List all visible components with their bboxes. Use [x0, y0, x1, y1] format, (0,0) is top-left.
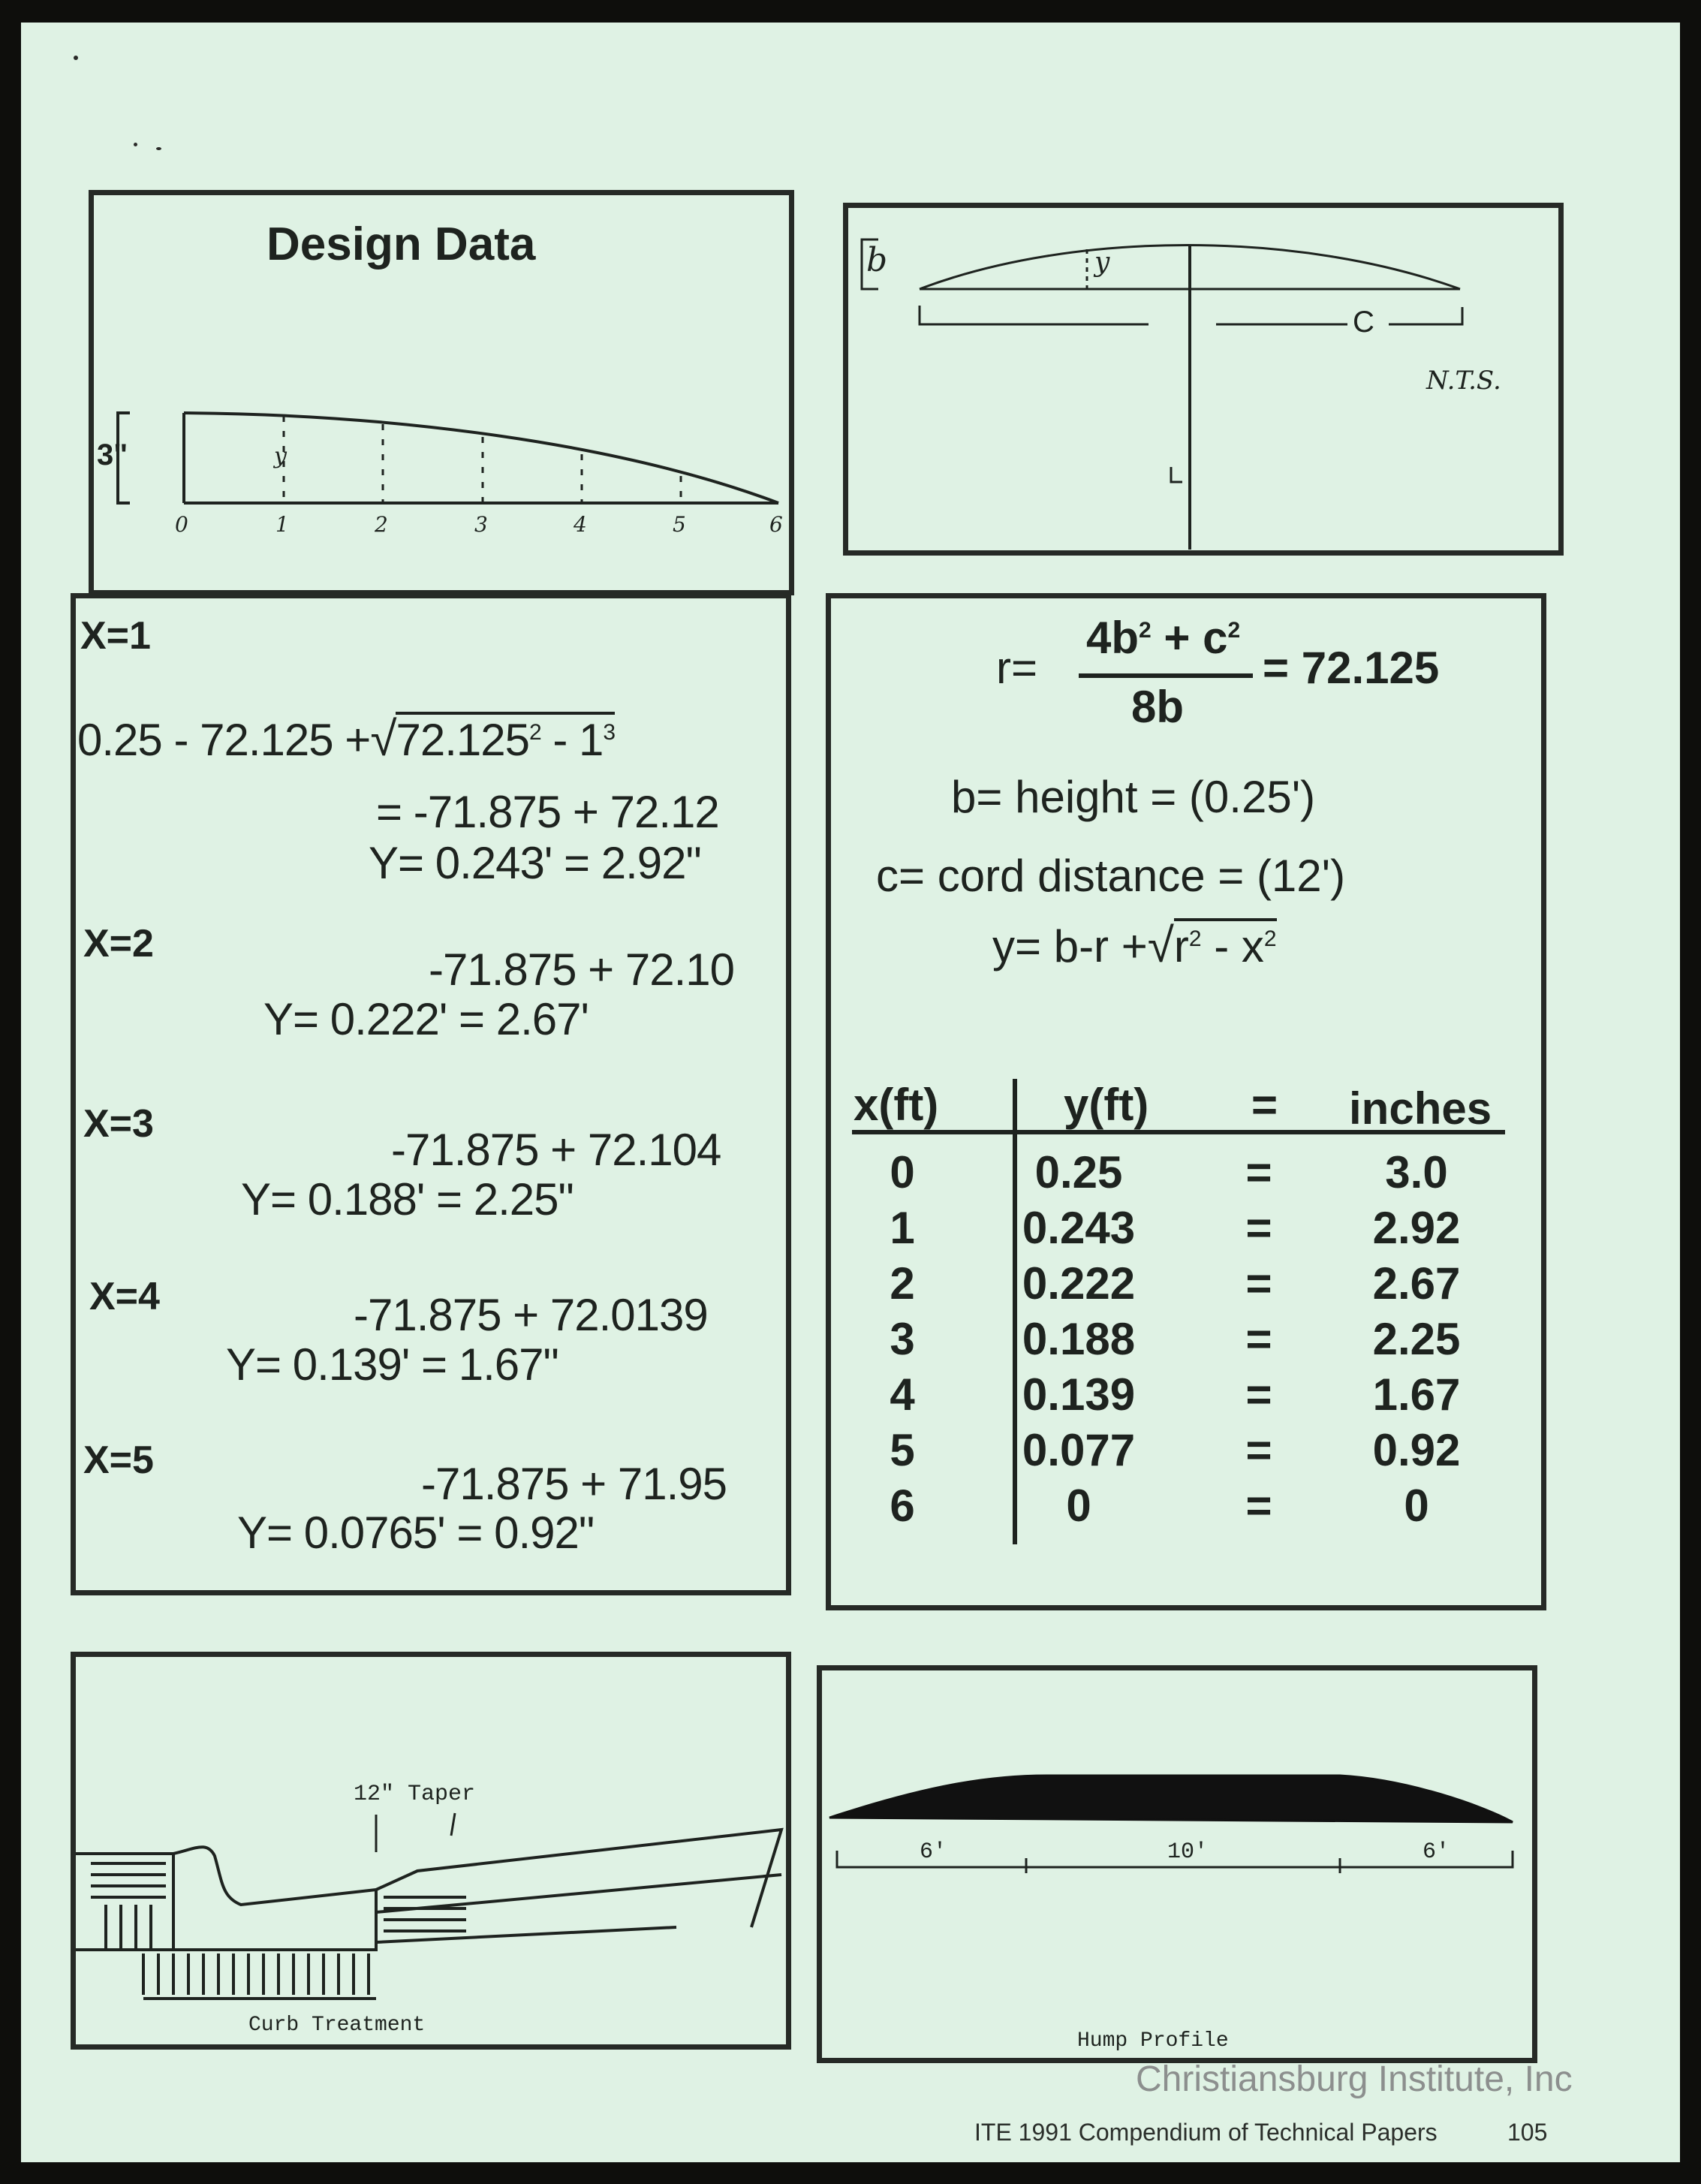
- tick-2: 2: [375, 512, 388, 537]
- curb-treatment-panel: [71, 1652, 791, 2050]
- calc-x1-line2: = -71.875 + 72.12: [376, 787, 719, 837]
- table-cell: 3.0: [1385, 1147, 1448, 1197]
- table-cell: 4: [890, 1369, 915, 1420]
- calc-x4-label: X=4: [89, 1275, 160, 1318]
- calc-x1-minus: - 1: [552, 715, 604, 765]
- table-header-x: x(ft): [854, 1080, 939, 1130]
- hump-profile-panel: [817, 1665, 1537, 2063]
- table-cell: 0.188: [1022, 1314, 1136, 1364]
- y-radicand-x-exp: 2: [1263, 926, 1277, 951]
- table-cell: 0.92: [1372, 1425, 1461, 1475]
- y-radicand-minus: - x: [1214, 921, 1264, 972]
- tick-6: 6: [769, 512, 783, 537]
- table-cell: 1: [890, 1203, 915, 1253]
- hump-dim-center: 10': [1167, 1839, 1209, 1865]
- r-num-b-exp: 2: [1227, 618, 1241, 643]
- calc-x2-line1: -71.875 + 72.10: [429, 944, 735, 995]
- r-num-a-exp: 2: [1139, 618, 1152, 643]
- speck: [156, 147, 161, 150]
- table-cell: =: [1245, 1369, 1272, 1420]
- table-cell: 1.67: [1372, 1369, 1461, 1420]
- table-cell: =: [1245, 1314, 1272, 1364]
- r-num-a: 4b: [1086, 613, 1140, 663]
- design-data-dim-label: 3": [97, 438, 128, 471]
- table-cell: =: [1245, 1147, 1272, 1197]
- calc-x5-label: X=5: [83, 1438, 154, 1482]
- calc-x1-expression: $0.25 - 72.125 +√72.125^2 - 1^3$: [77, 712, 616, 766]
- arc-b-label: b: [866, 241, 888, 279]
- formulas-table-panel: [826, 593, 1546, 1610]
- c-definition: c= cord distance = (12'): [876, 851, 1346, 901]
- footer-source: ITE 1991 Compendium of Technical Papers: [974, 2119, 1438, 2146]
- r-formula-result: = 72.125: [1263, 643, 1440, 693]
- footer-page-number: 105: [1507, 2119, 1548, 2146]
- tick-0: 0: [175, 512, 188, 537]
- table-cell: =: [1245, 1258, 1272, 1309]
- nts-label: N.T.S.: [1426, 366, 1501, 396]
- table-header-y: y(ft): [1064, 1080, 1149, 1130]
- r-num-plus: + c: [1164, 613, 1228, 663]
- table-header-inches: inches: [1349, 1083, 1492, 1134]
- calc-x3-label: X=3: [83, 1102, 154, 1146]
- hump-profile-drawing: [822, 1670, 1543, 2068]
- design-data-curve-diagram: [94, 195, 799, 601]
- table-cell: 0.222: [1022, 1258, 1136, 1309]
- y-formula-prefix: y= b-r +: [992, 921, 1148, 972]
- table-cell: 6: [890, 1481, 915, 1531]
- table-cell: 0.077: [1022, 1425, 1136, 1475]
- r-formula-prefix: r=: [996, 643, 1038, 693]
- speck: [134, 143, 137, 146]
- calc-x5-line2: Y= 0.0765' = 0.92": [237, 1508, 595, 1558]
- hump-dim-left: 6': [920, 1839, 947, 1865]
- y-radicand-r: r: [1173, 921, 1189, 972]
- calc-x4-line1: -71.875 + 72.0139: [354, 1290, 708, 1340]
- calc-x1-radicand-exp: 2: [528, 720, 541, 745]
- y-radicand-r-exp: 2: [1188, 926, 1202, 951]
- tick-3: 3: [474, 512, 488, 537]
- tick-1: 1: [275, 512, 289, 537]
- table-cell: 2.25: [1372, 1314, 1461, 1364]
- curb-treatment-drawing: [76, 1657, 796, 2055]
- table-cell: 0: [1066, 1481, 1091, 1531]
- arc-c-label: C: [1353, 306, 1374, 339]
- table-cell: 0.25: [1034, 1147, 1123, 1197]
- table-cell: 0.243: [1022, 1203, 1136, 1253]
- calc-x5-line1: -71.875 + 71.95: [421, 1459, 727, 1509]
- r-formula-numerator: [1086, 612, 1240, 664]
- table-cell: 2: [890, 1258, 915, 1309]
- calc-x1-prefix: 0.25 - 72.125 +: [77, 715, 371, 765]
- calc-x3-line2: Y= 0.188' = 2.25": [241, 1174, 574, 1225]
- arc-diagram-panel: [843, 203, 1564, 556]
- calc-x2-label: X=2: [83, 922, 154, 965]
- arc-y-label: y: [1094, 247, 1110, 278]
- table-cell: 2.67: [1372, 1258, 1461, 1309]
- table-cell: 0: [1404, 1481, 1429, 1531]
- table-cell: 0: [890, 1147, 915, 1197]
- calc-x1-line3: Y= 0.243' = 2.92": [369, 838, 701, 888]
- design-data-panel: [89, 190, 794, 595]
- calc-x4-line2: Y= 0.139' = 1.67": [226, 1339, 558, 1390]
- calc-x3-line1: -71.875 + 72.104: [391, 1125, 721, 1175]
- calc-x1-label: X=1: [80, 614, 151, 658]
- table-header-eq: =: [1251, 1080, 1278, 1130]
- b-definition: b= height = (0.25'): [951, 772, 1316, 822]
- document-page: [21, 23, 1680, 2162]
- table-cell: 0.139: [1022, 1369, 1136, 1420]
- table-cell: 2.92: [1372, 1203, 1461, 1253]
- r-fraction-bar: [1079, 673, 1253, 678]
- table-cell: =: [1245, 1481, 1272, 1531]
- r-formula-denominator: 8b: [1131, 682, 1185, 732]
- table-cell: =: [1245, 1203, 1272, 1253]
- table-cell: 3: [890, 1314, 915, 1364]
- speck: [74, 56, 78, 60]
- tick-4: 4: [574, 512, 587, 537]
- watermark: Christiansburg Institute, Inc: [1136, 2059, 1573, 2099]
- y-formula: $y= b-r +√r^2 - x^2$: [992, 918, 1277, 972]
- curb-taper-label: 12" Taper: [354, 1782, 476, 1807]
- hump-dim-right: 6': [1423, 1839, 1450, 1865]
- tick-5: 5: [673, 512, 686, 537]
- curb-caption: Curb Treatment: [248, 2014, 426, 2037]
- calc-x1-minus-exp: 3: [603, 720, 616, 745]
- table-cell: =: [1245, 1425, 1272, 1475]
- design-data-title: Design Data: [266, 218, 536, 270]
- calc-x2-line2: Y= 0.222' = 2.67': [263, 994, 589, 1044]
- table-cell: 5: [890, 1425, 915, 1475]
- calc-x1-radicand: 72.125: [396, 715, 529, 765]
- hump-caption: Hump Profile: [1077, 2029, 1229, 2053]
- calculations-panel: [71, 593, 791, 1595]
- design-data-y-label: y: [274, 443, 287, 469]
